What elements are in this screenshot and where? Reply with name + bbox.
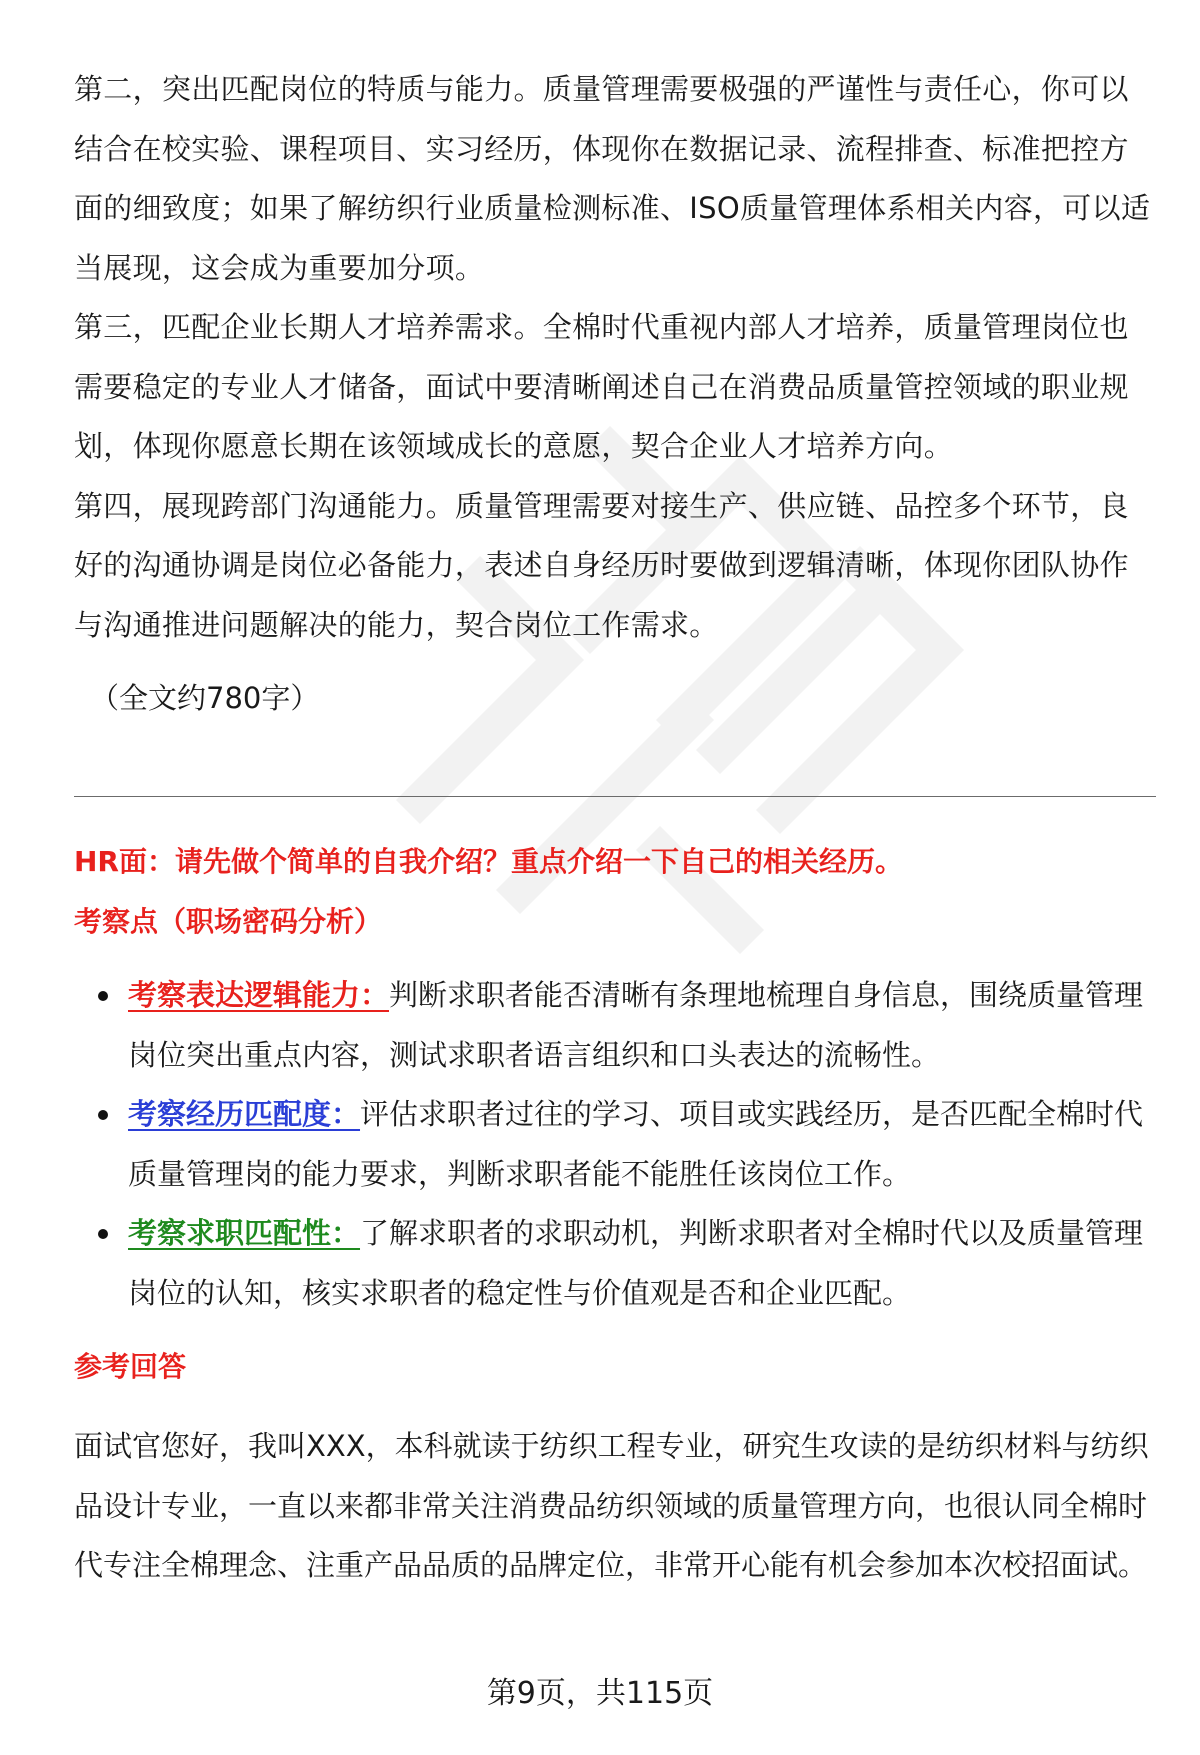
reference-answer-title: 参考回答 [74,1350,187,1383]
reference-answer-text: 面试官您好，我叫XXX，本科就读于纺织工程专业，研究生攻读的是纺织材料与纺织品设计专业，一直以来都非常关注消费品纺织领域的质量管理方向，也很认同全棉时代专注全棉理念、注重产品品质的品牌定位，非常开心能有机会参加本次校招面试。 [74,1429,1149,1582]
focus-point-text: 判断求职者能否清晰有条理地梳理自身信息，围绕质量管理岗位突出重点内容，测试求职者语言组织和口头表达的流畅性。 [128,978,1144,1072]
focus-point-label: 考察经历匹配度： [128,1097,361,1131]
focus-point-label: 考察表达逻辑能力： [128,978,390,1012]
article-body [74,60,1154,729]
bullet-icon [98,1229,108,1239]
focus-point-text: 评估求职者过往的学习、项目或实践经历，是否匹配全棉时代质量管理岗的能力要求，判断求职者能不能胜任该岗位工作。 [128,1097,1144,1191]
focus-point-logic [74,966,1156,1085]
focus-point-experience [74,1085,1156,1204]
focus-point-text: 了解求职者的求职动机，判断求职者对全棉时代以及质量管理岗位的认知，核实求职者的稳定性与价值观是否和企业匹配。 [128,1216,1144,1310]
focus-point-label: 考察求职匹配性： [128,1216,361,1250]
focus-point-fit [74,1204,1156,1323]
bullet-icon [98,991,108,1001]
word-count-note: （全文约780字） [90,681,320,715]
bullet-icon [98,1110,108,1120]
paragraph-fourth-point: 第四，展现跨部门沟通能力。质量管理需要对接生产、供应链、品控多个环节，良好的沟通协调是岗位必备能力，表述自身经历时要做到逻辑清晰，体现你团队协作与沟通推进问题解决的能力，契合岗位工作需求。 [74,488,1129,642]
page-number: 第9页，共115页 [486,1676,714,1711]
interview-question-section [74,832,1156,1596]
hr-question: HR面：请先做个简单的自我介绍？重点介绍一下自己的相关经历。 [74,845,903,878]
section-divider [74,796,1156,797]
focus-points-list [74,966,1156,1323]
focus-points-title: 考察点（职场密码分析） [74,905,383,938]
paragraph-third-point: 第三，匹配企业长期人才培养需求。全棉时代重视内部人才培养，质量管理岗位也需要稳定的专业人才储备，面试中要清晰阐述自己在消费品质量管控领域的职业规划，体现你愿意长期在该领域成长的意愿，契合企业人才培养方向。 [74,310,1129,463]
paragraph-second-point: 第二，突出匹配岗位的特质与能力。质量管理需要极强的严谨性与责任心，你可以结合在校实验、课程项目、实习经历，体现你在数据记录、流程排查、标准把控方面的细致度；如果了解纺织行业质量检测标准、ISO质量管理体系相关内容，可以适当展现，这会成为重要加分项。 [74,72,1151,285]
